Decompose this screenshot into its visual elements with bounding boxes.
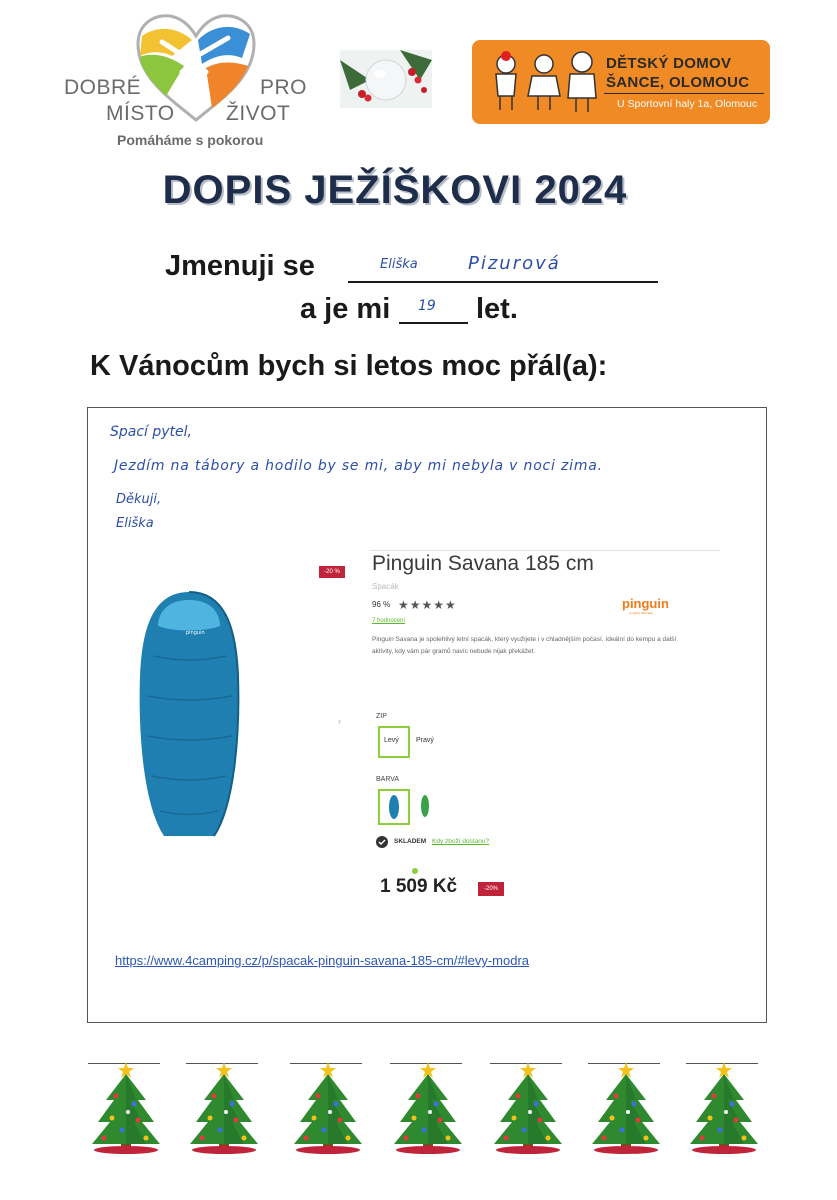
product-name: Pinguin Savana 185 cm (372, 552, 594, 575)
age-suffix: let. (476, 293, 518, 325)
name-prefix: Jmenuji se (165, 250, 315, 282)
color-swatch-blue[interactable] (378, 789, 410, 825)
wish-prompt: K Vánocům bych si letos moc přál(a): (90, 350, 608, 382)
zip-label: ZIP (376, 713, 387, 720)
christmas-tree-icon (684, 1060, 764, 1155)
christmas-tree-icon (288, 1060, 368, 1155)
logo-word-zivot: ŽIVOT (226, 102, 291, 125)
info-dot-icon (412, 868, 418, 874)
color-swatch-green[interactable] (418, 792, 432, 820)
badge-name-line1: DĚTSKÝ DOMOV (606, 55, 732, 72)
discount-badge: -20 % (319, 566, 345, 578)
age-underline (399, 322, 468, 324)
dobre-misto-pro-zivot-logo (62, 8, 308, 148)
name-last-handwritten: Pizurová (468, 253, 561, 274)
wish-box (87, 407, 767, 1023)
brand-logo: pinguin (622, 596, 669, 611)
badge-name-line2: ŠANCE, OLOMOUC (606, 74, 750, 91)
wish-line-1: Spací pytel, (110, 424, 193, 440)
logo-word-dobre: DOBRÉ (64, 76, 142, 99)
logo-word-misto: MÍSTO (106, 102, 175, 125)
wish-line-3: Děkuji, (116, 492, 162, 507)
detsky-domov-badge (472, 40, 770, 124)
age-handwritten: 19 (418, 298, 436, 314)
christmas-tree-icon (184, 1060, 264, 1155)
page-title: DOPIS JEŽÍŠKOVI 2024 (162, 168, 628, 212)
product-screenshot (114, 548, 694, 948)
christmas-tree-icon (388, 1060, 468, 1155)
product-price: 1 509 Kč (380, 876, 458, 897)
stock-status: SKLADEM (394, 838, 427, 845)
wish-line-4: Eliška (116, 516, 154, 531)
zip-option-left[interactable] (378, 726, 410, 758)
christmas-ornament-photo (340, 50, 432, 108)
svg-text:pinguin: pinguin (186, 630, 205, 636)
name-first-handwritten: Eliška (380, 257, 418, 272)
wish-line-2: Jezdím na tábory a hodilo by se mi, aby mi nebyla v noci zima. (114, 458, 603, 474)
product-category: Spacák (372, 582, 399, 591)
chevron-right-icon[interactable]: › (338, 716, 341, 726)
rating-stars: ★★★★★ (398, 598, 457, 612)
check-circle-icon (376, 836, 388, 848)
badge-name (606, 54, 749, 92)
christmas-tree-icon (488, 1060, 568, 1155)
brand-subline: a mighty little lady (629, 611, 653, 615)
product-url-link[interactable]: https://www.4camping.cz/p/spacak-pinguin-savana-185-cm/#levy-modra (115, 953, 530, 968)
logo-tagline: Pomáháme s pokorou (117, 132, 264, 148)
badge-divider (604, 93, 764, 94)
delivery-link[interactable]: Kdy zboží dostanu? (432, 838, 490, 845)
zip-option-left-label: Levý (384, 737, 399, 744)
badge-address: U Sportovní haly 1a, Olomouc (617, 98, 758, 110)
product-description: Pinguin Savana je spolehlivý letní spacák, který využijete i v chladnějším počasí. Ideální do kempu a další aktivity, kdy vám pár gramů navíc nebude nijak překážet. (372, 636, 677, 655)
rating-percent: 96 % (372, 600, 391, 609)
logo-word-pro: PRO (260, 76, 308, 99)
color-label: BARVA (376, 776, 400, 783)
sleeping-bag-image (134, 586, 244, 846)
christmas-tree-icon (86, 1060, 166, 1155)
age-prefix: a je mi (300, 293, 391, 325)
reviews-link[interactable]: 7 hodnocení (372, 618, 406, 624)
price-discount-badge: -20% (478, 882, 504, 896)
christmas-tree-icon (586, 1060, 666, 1155)
name-underline (348, 281, 658, 283)
product-top-divider (370, 550, 720, 551)
children-drawing-icon (488, 50, 602, 114)
zip-option-right[interactable]: Pravý (416, 737, 434, 744)
blue-bag-swatch-icon (380, 791, 408, 823)
